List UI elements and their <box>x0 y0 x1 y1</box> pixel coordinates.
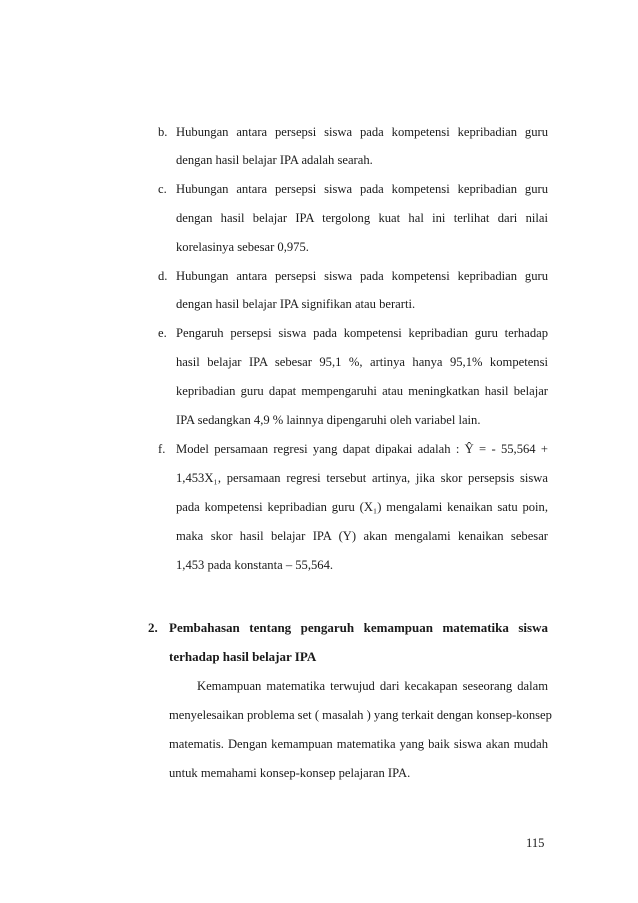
paragraph-line-3: matematis. Dengan kemampuan matematika yang baik siswa akan mudah <box>169 737 548 751</box>
item-f-line-4: maka skor hasil belajar IPA (Y) akan mengalami kenaikan sebesar <box>176 529 548 543</box>
item-c-line-2: dengan hasil belajar IPA tergolong kuat hal ini terlihat dari nilai <box>176 211 548 225</box>
section-title-line-2: terhadap hasil belajar IPA <box>169 649 317 664</box>
list-marker-e: e. <box>158 326 167 340</box>
paragraph-line-1: Kemampuan matematika terwujud dari kecakapan seseorang dalam <box>197 679 548 693</box>
page-number: 115 <box>526 836 545 850</box>
item-f-line-1: Model persamaan regresi yang dapat dipakai adalah : Ŷ = - 55,564 + <box>176 442 548 456</box>
item-c-line-3: korelasinya sebesar 0,975. <box>176 240 309 254</box>
item-f-line-3: pada kompetensi kepribadian guru (X₁) mengalami kenaikan satu poin, <box>176 500 548 514</box>
section-title-line-1: Pembahasan tentang pengaruh kemampuan matematika siswa <box>169 620 548 635</box>
list-marker-f: f. <box>158 442 166 456</box>
item-b-line-1: Hubungan antara persepsi siswa pada kompetensi kepribadian guru <box>176 125 548 139</box>
item-e-line-1: Pengaruh persepsi siswa pada kompetensi kepribadian guru terhadap <box>176 326 548 340</box>
paragraph-line-2: menyelesaikan problema set ( masalah ) yang terkait dengan konsep-konsep <box>169 708 552 722</box>
item-e-line-2: hasil belajar IPA sebesar 95,1 %, artinya hanya 95,1% kompetensi <box>176 355 548 369</box>
list-marker-d: d. <box>158 269 168 283</box>
item-c-line-1: Hubungan antara persepsi siswa pada kompetensi kepribadian guru <box>176 182 548 196</box>
item-f-line-2: 1,453X₁, persamaan regresi tersebut artinya, jika skor persepsis siswa <box>176 471 548 485</box>
item-b-line-2: dengan hasil belajar IPA adalah searah. <box>176 153 373 167</box>
list-marker-b: b. <box>158 125 168 139</box>
item-e-line-3: kepribadian guru dapat mempengaruhi atau meningkatkan hasil belajar <box>176 384 548 398</box>
item-d-line-1: Hubungan antara persepsi siswa pada kompetensi kepribadian guru <box>176 269 548 283</box>
section-number: 2. <box>148 620 158 635</box>
item-f-line-5: 1,453 pada konstanta – 55,564. <box>176 558 334 572</box>
item-e-line-4: IPA sedangkan 4,9 % lainnya dipengaruhi oleh variabel lain. <box>176 413 481 427</box>
paragraph-line-4: untuk memahami konsep-konsep pelajaran IPA. <box>169 766 411 780</box>
list-marker-c: c. <box>158 182 167 196</box>
item-d-line-2: dengan hasil belajar IPA signifikan atau berarti. <box>176 297 416 311</box>
